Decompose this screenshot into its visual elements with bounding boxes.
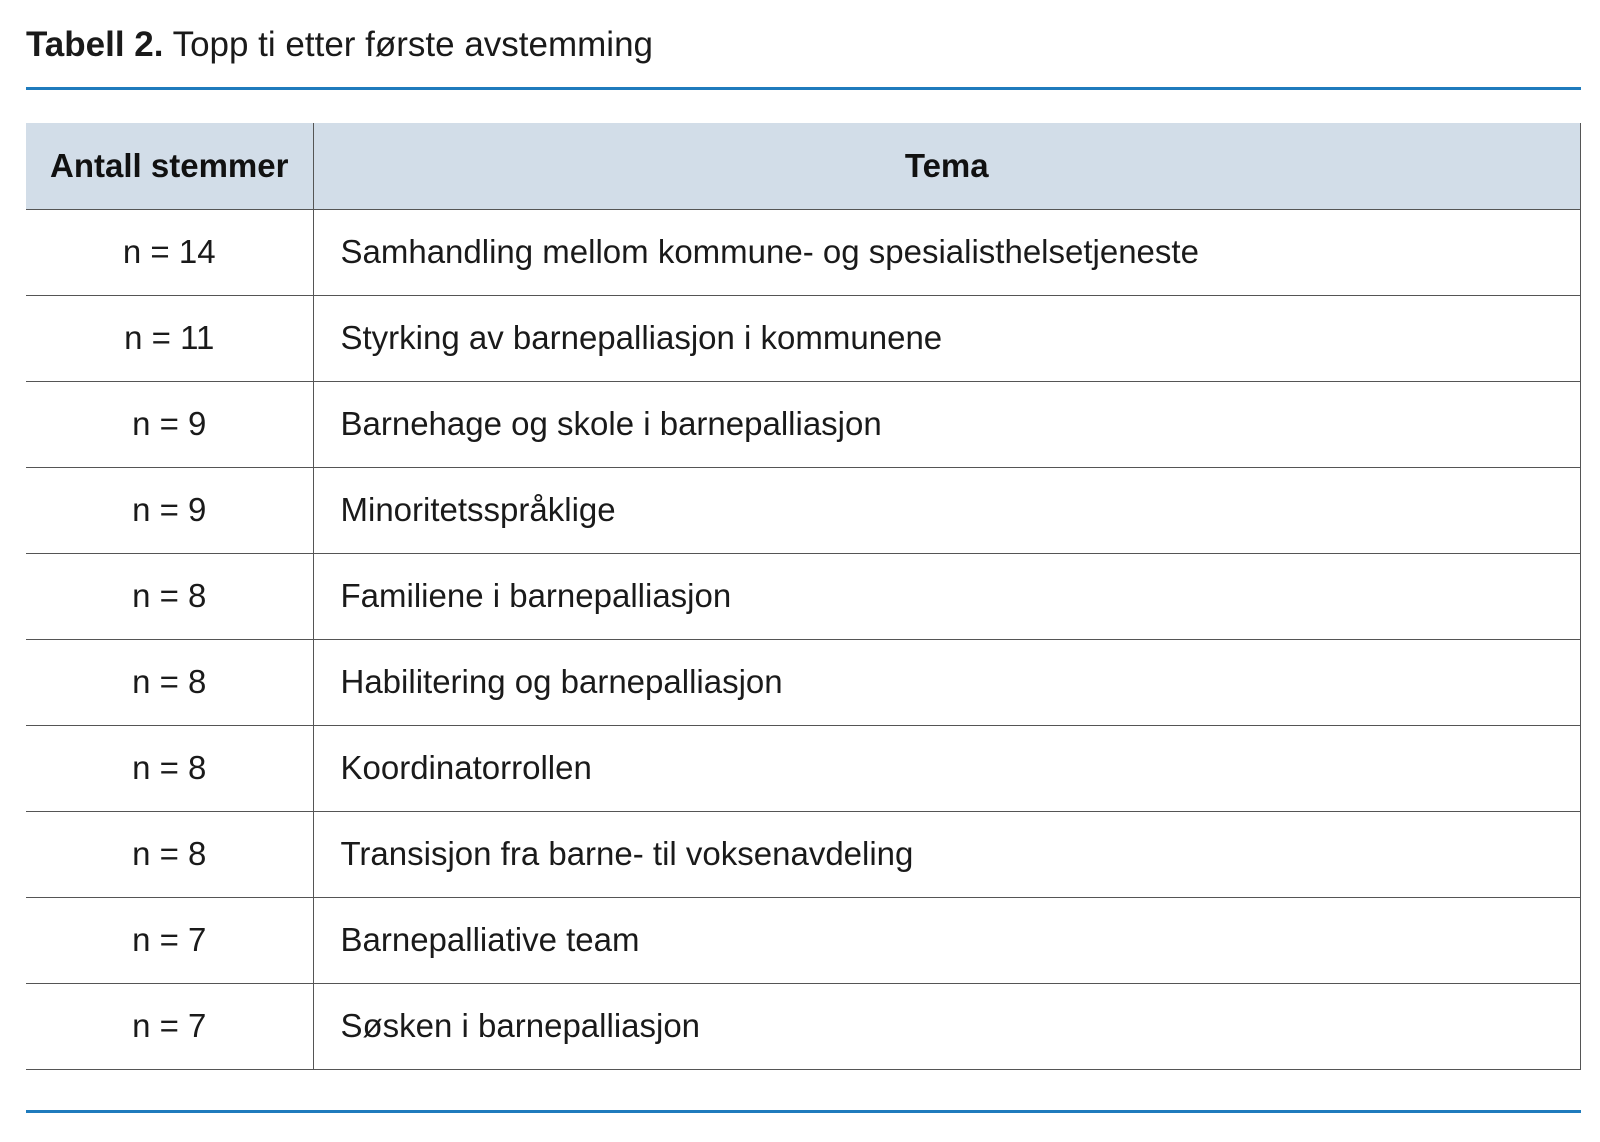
tema-cell: Minoritetsspråklige [313, 467, 1581, 553]
table-header-row [26, 123, 1581, 209]
table-row [26, 467, 1581, 553]
votes-table [26, 123, 1581, 1070]
top-rule [26, 87, 1581, 90]
header-tema: Tema [313, 123, 1581, 209]
tema-cell: Habilitering og barnepalliasjon [313, 639, 1581, 725]
votes-cell: n = 8 [26, 811, 313, 897]
tema-cell: Barnehage og skole i barnepalliasjon [313, 381, 1581, 467]
tema-cell: Familiene i barnepalliasjon [313, 553, 1581, 639]
table-row [26, 897, 1581, 983]
table-row [26, 295, 1581, 381]
tema-cell: Koordinatorrollen [313, 725, 1581, 811]
tema-cell: Barnepalliative team [313, 897, 1581, 983]
votes-cell: n = 8 [26, 725, 313, 811]
header-antall-stemmer: Antall stemmer [26, 123, 313, 209]
tema-cell: Styrking av barnepalliasjon i kommunene [313, 295, 1581, 381]
table-row [26, 983, 1581, 1069]
tema-cell: Samhandling mellom kommune- og spesialisthelsetjeneste [313, 209, 1581, 295]
caption-text: Topp ti etter første avstemming [172, 25, 654, 64]
votes-cell: n = 9 [26, 467, 313, 553]
table-row [26, 553, 1581, 639]
votes-cell: n = 8 [26, 639, 313, 725]
votes-cell: n = 11 [26, 295, 313, 381]
tema-cell: Transisjon fra barne- til voksenavdeling [313, 811, 1581, 897]
votes-cell: n = 14 [26, 209, 313, 295]
table-row [26, 725, 1581, 811]
table-caption [26, 20, 653, 70]
votes-cell: n = 7 [26, 983, 313, 1069]
tema-cell: Søsken i barnepalliasjon [313, 983, 1581, 1069]
votes-cell: n = 7 [26, 897, 313, 983]
table-row [26, 811, 1581, 897]
votes-cell: n = 9 [26, 381, 313, 467]
caption-label: Tabell 2. [26, 25, 164, 64]
table-row [26, 639, 1581, 725]
votes-cell: n = 8 [26, 553, 313, 639]
table-row [26, 381, 1581, 467]
table-row [26, 209, 1581, 295]
bottom-rule [26, 1110, 1581, 1113]
